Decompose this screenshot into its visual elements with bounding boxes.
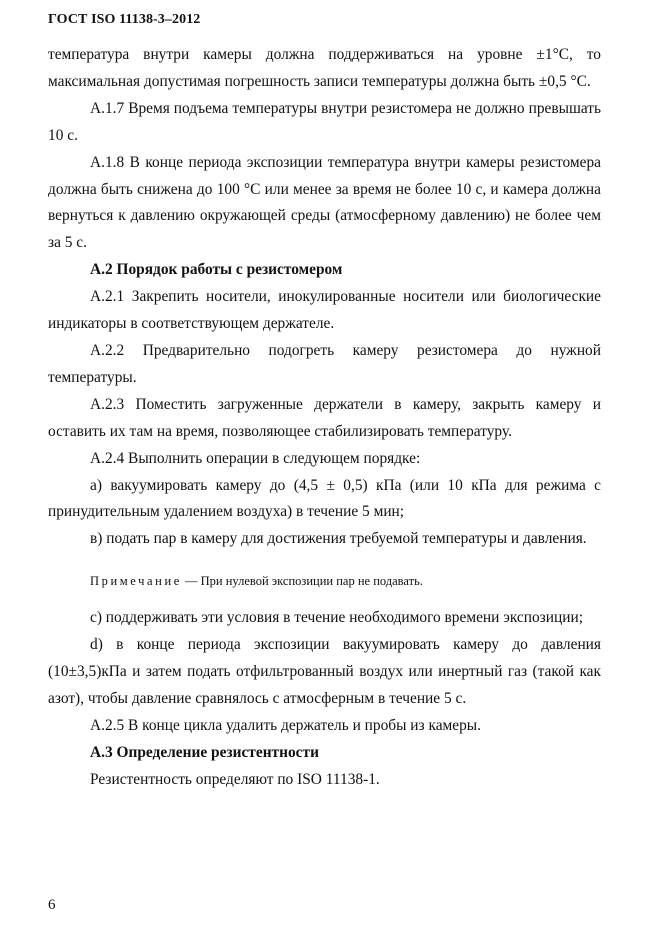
paragraph-continuation: температура внутри камеры должна поддерживаться на уровне ±1°С, то максимальная допустимая погрешность записи температуры должна быть ±0,5 °С. <box>48 46 601 90</box>
document-body <box>48 42 601 794</box>
section-heading-a-3: А.3 Определение резистентности <box>90 743 319 761</box>
paragraph-a-2-1: А.2.1 Закрепить носители, инокулированные носители или биологические индикаторы в соответствующем держателе. <box>48 288 601 333</box>
paragraph-a-2-5: А.2.5 В конце цикла удалить держатель и пробы из камеры. <box>90 716 481 734</box>
note-dash: — <box>181 574 201 589</box>
section-heading-a-2: А.2 Порядок работы с резистомером <box>90 261 343 279</box>
paragraph-a-2-3: А.2.3 Поместить загруженные держатели в камеру, закрыть камеру и оставить их там на время, позволяющее стабилизировать температуру. <box>48 395 601 440</box>
paragraph-resistance: Резистентность определяют по ISO 11138-1. <box>90 770 380 788</box>
paragraph-a-2-4: А.2.4 Выполнить операции в следующем порядке: <box>90 449 421 467</box>
page-number: 6 <box>48 897 56 913</box>
list-item-d: d) в конце периода экспозиции вакуумировать камеру до давления (10±3,5)кПа и затем подать отфильтрованный воздух или инертный газ (такой как азот), чтобы давление сравнялось с атмосферным в течение 5 с. <box>48 636 601 707</box>
list-item-b: в) подать пар в камеру для достижения требуемой температуры и давления. <box>90 530 587 548</box>
paragraph-a-1-7: А.1.7 Время подъема температуры внутри резистомера не должно превышать 10 с. <box>48 99 601 144</box>
document-header: ГОСТ ISO 11138-3–2012 <box>48 12 201 27</box>
note-label: Примечание <box>90 574 182 589</box>
list-item-c: с) поддерживать эти условия в течение необходимого времени экспозиции; <box>90 609 583 627</box>
note-text: При нулевой экспозиции пар не подавать. <box>200 574 423 589</box>
paragraph-a-2-2: А.2.2 Предварительно подогреть камеру резистомера до нужной температуры. <box>48 341 601 386</box>
note <box>90 571 601 591</box>
list-item-a: а) вакуумировать камеру до (4,5 ± 0,5) кПа (или 10 кПа для режима с принудительным удалением воздуха) в течение 5 мин; <box>48 476 601 521</box>
paragraph-a-1-8: А.1.8 В конце периода экспозиции температура внутри камеры резистомера должна быть снижена до 100 °С или менее за время не более 10 с, и камера должна вернуться к давлению окружающей среды (атмосферному давлению) не более чем за 5 с. <box>48 153 601 252</box>
